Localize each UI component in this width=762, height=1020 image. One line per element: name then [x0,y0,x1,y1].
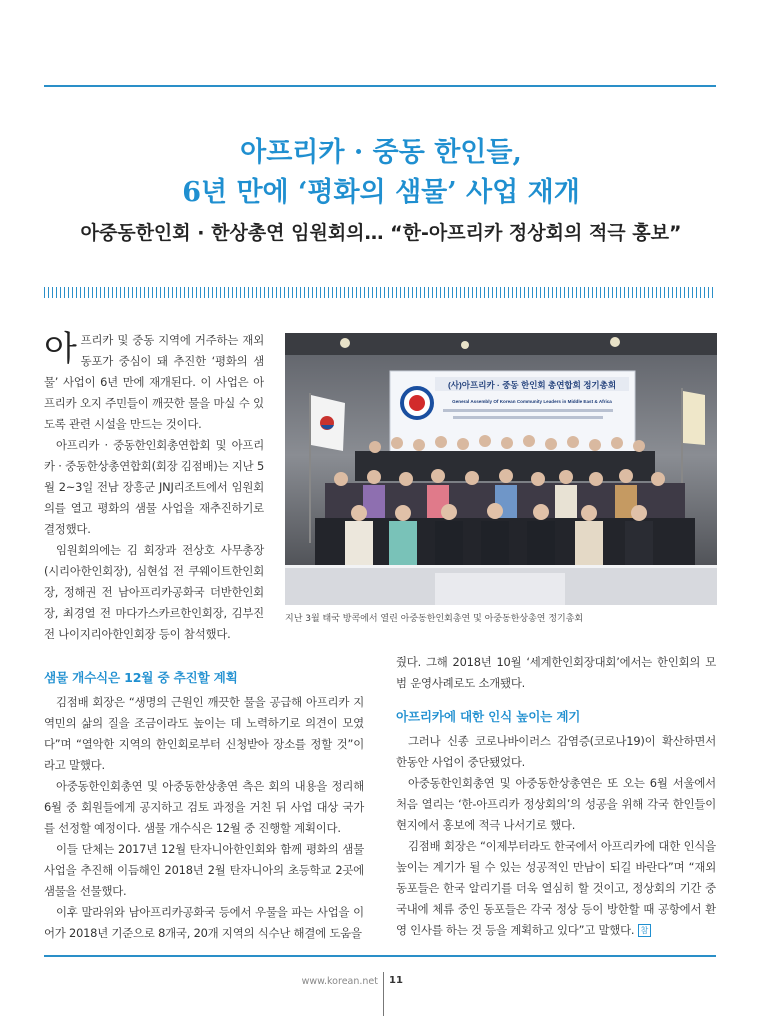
drop-cap: 아 [44,329,77,369]
page-number: 11 [389,975,403,986]
section-2-paragraph-1: 그러나 신종 코로나바이러스 감염증(코로나19)이 확산하면서 한동안 사업이 중단됐었다. [396,734,716,769]
section-1-heading: 샘물 개수식은 12월 중 추진할 계획 [44,670,238,685]
section-2-heading: 아프리카에 대한 인식 높이는 계기 [396,709,581,724]
banner-english: General Assembly Of Korean Community Leaders in Middle East & Africa [452,399,612,404]
section-1-paragraph-5: 줬다. 그해 2018년 10월 ‘세계한인회장대회’에서는 한인회의 모범 운영사례로도 소개됐다. [396,655,716,690]
section-2-paragraph-2: 아중동한인회총연 및 아중동한상총연은 또 오는 6월 서울에서 처음 열리는 ‘한-아프리카 정상회의’의 성공을 위해 각국 한인들이 현지에서 홍보에 적극 나서기로 했다. [396,776,716,832]
right-column [396,652,716,941]
intro-paragraph-2: 아프리카 · 중동한인회총연합회 및 아프리카 · 중동한상총연합회(회장 김점배)는 지난 5월 2~3일 전남 장흥군 JNJ리조트에서 임원회의를 열고 평화의 샘물 사업을 재추진하기로 결정했다. [44,438,264,536]
section-1-paragraph-1: 김점배 회장은 “생명의 근원인 깨끗한 물을 공급해 아프리카 지역민의 삶의 질을 조금이라도 높이는 데 노력하기로 의견이 모였다”며 “열악한 지역의 한인회로부터 신청받아 장소를 정할 것”이라고 말했다. [44,695,364,772]
intro-paragraph-3: 임원회의에는 김 회장과 전상호 사무총장(시리아한인회장), 심현섭 전 쿠웨이트한인회장, 정해권 전 남아프리카공화국 더반한인회장, 최경열 전 마다가스카르한인회장, 김부진 전 나이지리아한인회장 등이 참석했다. [44,543,264,641]
left-column [44,667,364,944]
photo-caption: 지난 3월 태국 방콕에서 열린 아중동한인회총연 및 아중동한상총연 정기총회 [285,614,584,624]
group-photo [285,333,717,605]
article-title-line-2: 6년 만에 ‘평화의 샘물’ 사업 재개 [182,177,580,208]
article-subtitle: 아중동한인회 · 한상총연 임원회의… “한-아프리카 정상회의 적극 홍보” [80,222,682,244]
end-mark-icon: 참 [638,924,651,937]
top-rule [44,85,716,87]
section-2-paragraph-3: 김점배 회장은 “이제부터라도 한국에서 아프리카에 대한 인식을 높이는 계기가 될 수 있는 성공적인 만남이 되길 바란다”며 “재외동포들은 한국 알리기를 더욱 열심히 할 것이고, 정상회의 기간 중 국내에 체류 중인 동포들은 각국 정상 등이 방한할 때 공항에서 환영 인사를 하는 것 등을 계획하고 있다”고 말했다. 참 [396,839,716,937]
bottom-rule [44,955,716,957]
section-1-paragraph-4: 이후 말라위와 남아프리카공화국 등에서 우물을 파는 사업을 이어가 2018년 기준으로 8개국, 20개 지역의 식수난 해결에 도움을 [44,905,364,940]
banner-title: (사)아프리카 · 중동 한인회 총연합회 정기총회 [447,380,617,390]
hatch-divider [44,287,716,298]
section-1-paragraph-2: 아중동한인회총연 및 아중동한상총연 측은 회의 내용을 정리해 6월 중 회원들에게 공지하고 검토 과정을 거친 뒤 사업 대상 국가를 선정할 예정이다. 샘물 개수식은 12월 중 진행할 계획이다. [44,779,364,835]
site-url: www.korean.net [301,976,378,987]
article-title-line-1: 아프리카 · 중동 한인들, [240,137,522,168]
intro-paragraph-1: 아프리카 및 중동 지역에 거주하는 재외동포가 중심이 돼 추진한 ‘평화의 샘물’ 사업이 6년 만에 재개된다. 이 사업은 아프리카 오지 주민들이 깨끗한 물을 마실 수 있도록 관련 시설을 만드는 것이다. [44,329,264,431]
folio-divider [383,972,384,1016]
section-1-paragraph-3: 이들 단체는 2017년 12월 탄자니아한인회와 함께 평화의 샘물 사업을 추진해 이듬해인 2018년 2월 탄자니아의 초등학교 2곳에 샘물을 선물했다. [44,842,364,898]
intro-column [44,330,264,645]
